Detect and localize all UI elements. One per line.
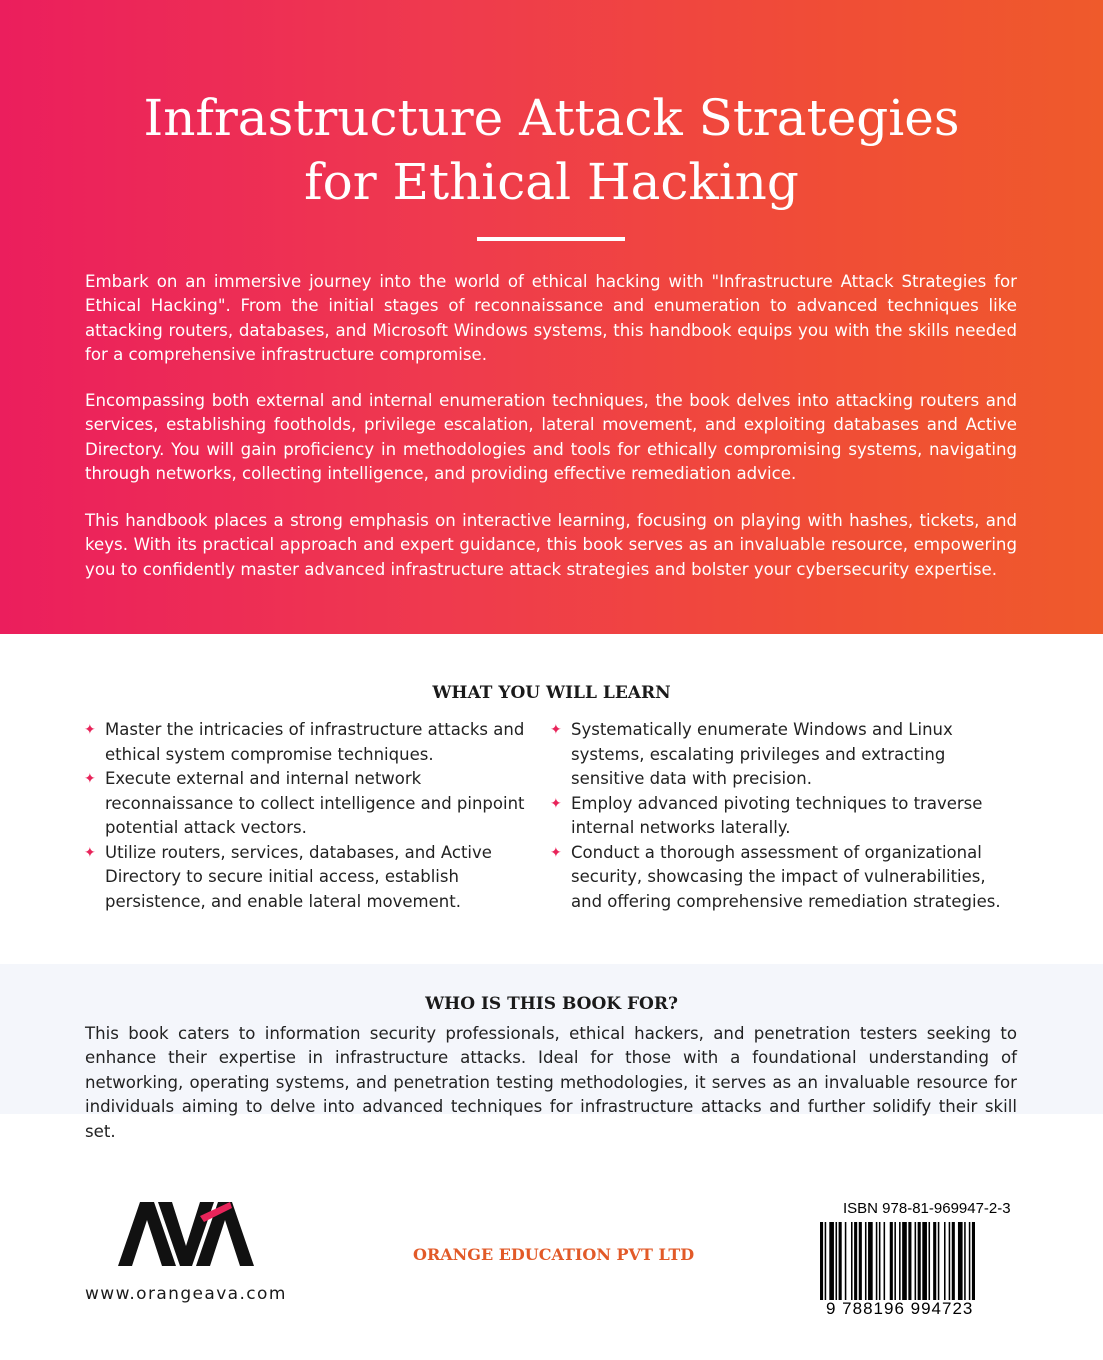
hero-banner	[0, 0, 1103, 634]
barcode-bar	[902, 1222, 907, 1300]
list-item	[550, 718, 1020, 792]
barcode-bar	[820, 1222, 823, 1300]
list-item-text: Master the intricacies of infrastructure attacks and ethical system compromise techniques.	[105, 720, 525, 764]
barcode-bar	[890, 1222, 893, 1300]
star-bullet-icon: ✦	[550, 722, 562, 738]
intro-paragraph-3: This handbook places a strong emphasis on interactive learning, focusing on playing with hashes, tickets, and keys. With its practical approach and expert guidance, this book serves as an invaluable resource, empowering you to confidently master advanced infrastructure attack strategies and bolster your cybersecurity expertise.	[85, 511, 1017, 579]
barcode-bar	[894, 1222, 896, 1300]
star-bullet-icon: ✦	[84, 771, 96, 787]
star-bullet-icon: ✦	[550, 844, 562, 861]
barcode-bar	[944, 1222, 946, 1300]
audience-paragraph: This book caters to information security professionals, ethical hackers, and penetration testers seeking to enhance their expertise in infrastructure attacks. Ideal for those with a foundational understanding of networking, operating systems, and penetration testing methodologies, it serves as an invaluable resource for individuals aiming to delve into advanced techniques for infrastructure attacks and further solidify their skill set.	[85, 1024, 1017, 1141]
barcode-bar	[876, 1222, 878, 1300]
barcode-bar	[933, 1222, 936, 1300]
barcode-bar	[964, 1222, 966, 1300]
list-item-text: Systematically enumerate Windows and Linux systems, escalating privileges and extracting sensitive data with precision.	[571, 720, 953, 788]
barcode-number: 9 788196 994723	[826, 1299, 974, 1318]
barcode-bar	[952, 1222, 955, 1300]
star-bullet-icon: ✦	[550, 795, 562, 812]
learn-heading: WHAT YOU WILL LEARN	[432, 683, 671, 703]
barcode-bar	[839, 1222, 842, 1300]
ava-logo-icon	[118, 1202, 254, 1266]
barcode-bar	[845, 1222, 847, 1300]
list-item	[84, 841, 529, 915]
list-item-text: Utilize routers, services, databases, and Active Directory to secure initial access, establish persistence, and enable lateral movement.	[105, 842, 492, 911]
book-title	[0, 86, 1103, 214]
title-divider	[477, 237, 625, 241]
barcode-icon	[818, 1222, 1018, 1300]
barcode-bar	[868, 1222, 873, 1300]
star-bullet-icon: ✦	[84, 844, 96, 861]
barcode-bar	[829, 1222, 834, 1300]
barcode-bar	[859, 1222, 862, 1300]
book-title-line-2: for Ethical Hacking	[304, 153, 799, 211]
barcode-bar	[836, 1222, 838, 1300]
list-item-text: Conduct a thorough assessment of organizational security, showcasing the impact of vulnerabilities, and offering comprehensive remediation strategies.	[571, 842, 1001, 911]
barcode-bar	[938, 1222, 940, 1300]
audience-heading: WHO IS THIS BOOK FOR?	[425, 994, 678, 1014]
barcode-bar	[865, 1222, 867, 1300]
list-item-text: Execute external and internal network reconnaissance to collect intelligence and pinpoint potential attack vectors.	[105, 769, 525, 837]
list-item	[550, 792, 1020, 841]
list-item	[550, 841, 1020, 915]
barcode-bar	[825, 1222, 827, 1300]
learn-list-right	[550, 718, 1020, 914]
barcode-bar	[969, 1222, 971, 1300]
barcode-bar	[929, 1222, 931, 1300]
list-item-text: Employ advanced pivoting techniques to traverse internal networks laterally.	[571, 793, 983, 837]
barcode-bar	[958, 1222, 963, 1300]
barcode-bar	[922, 1222, 927, 1300]
barcode-bar	[949, 1222, 951, 1300]
barcode-bar	[915, 1222, 917, 1300]
barcode-bar	[854, 1222, 857, 1300]
barcode-bar	[899, 1222, 901, 1300]
barcode-bar	[918, 1222, 921, 1300]
intro-paragraph-1: Embark on an immersive journey into the world of ethical hacking with "Infrastructure Attack Strategies for Ethical Hacking". From the initial stages of reconnaissance and enumeration to advanced techniques like attacking routers, databases, and Microsoft Windows systems, this handbook equips you with the skills needed for a comprehensive infrastructure compromise.	[85, 272, 1017, 364]
learn-list-left	[84, 718, 529, 914]
barcode-bar	[879, 1222, 881, 1300]
barcode-bar	[884, 1222, 886, 1300]
isbn-label: ISBN 978-81-969947-2-3	[843, 1200, 1011, 1217]
intro-paragraph-2: Encompassing both external and internal enumeration techniques, the book delves into attacking routers and services, establishing footholds, privilege escalation, lateral movement, and exploiting databases and Active Directory. You will gain proficiency in methodologies and tools for ethically compromising systems, navigating through networks, collecting intelligence, and providing effective remediation advice.	[85, 391, 1017, 483]
barcode-bar	[851, 1222, 853, 1300]
barcode-bar	[908, 1222, 911, 1300]
star-bullet-icon: ✦	[84, 722, 96, 738]
list-item	[84, 767, 529, 841]
list-item	[84, 718, 529, 767]
publisher-name: ORANGE EDUCATION PVT LTD	[413, 1245, 695, 1264]
book-title-line-1: Infrastructure Attack Strategies	[143, 89, 960, 147]
publisher-website: www.orangeava.com	[85, 1284, 287, 1304]
barcode-bar	[972, 1222, 975, 1300]
